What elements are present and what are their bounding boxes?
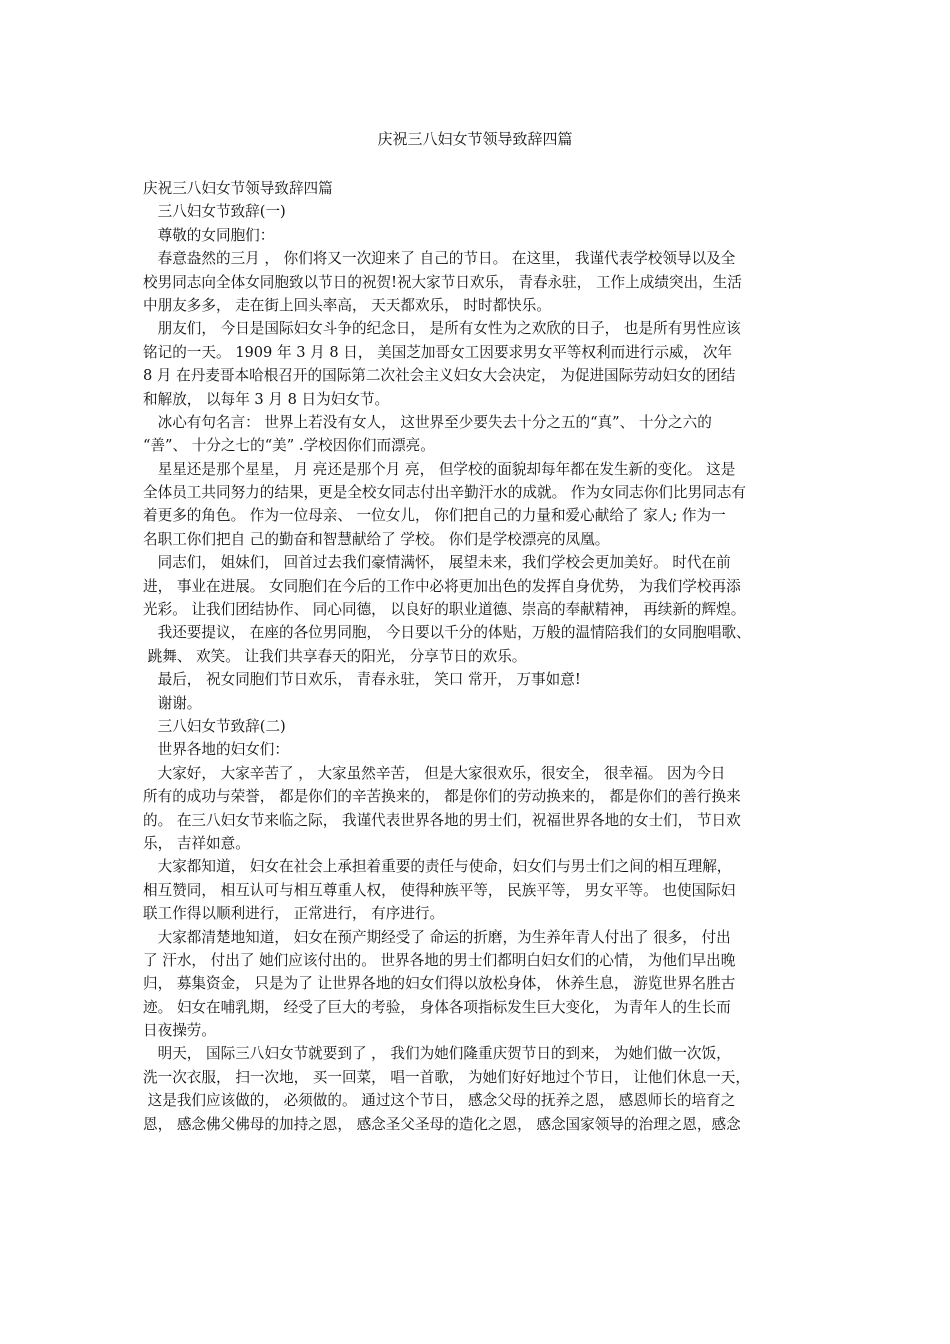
text-line: 日夜操劳。 — [143, 1022, 216, 1040]
text-line: 朋友们， 今日是国际妇女斗争的纪念日， 是所有女性为之欢欣的日子， 也是所有男性应该 — [143, 320, 741, 338]
text-line: 所有的成功与荣誉， 都是你们的辛苦换来的， 都是你们的劳动换来的， 都是你们的善行换来 — [143, 788, 741, 806]
text-line: 迹。 妇女在哺乳期， 经受了巨大的考验， 身体各项指标发生巨大变化， 为青年人的生长而 — [143, 998, 731, 1016]
document-body — [143, 177, 823, 1136]
text-line: 最后， 祝女同胞们节日欢乐， 青春永驻， 笑口 常开， 万事如意! — [143, 671, 581, 689]
text-line: 同志们， 姐妹们， 回首过去我们豪情满怀， 展望未来，我们学校会更加美好。 时代在前 — [143, 554, 731, 572]
text-line: 洗一次衣服， 扫一次地， 买一回菜， 唱一首歌， 为她们好好地过个节日， 让他们休息一天， — [143, 1068, 750, 1086]
text-line: 和解放， 以每年 3 月 8 日为妇女节。 — [143, 390, 390, 408]
text-line: “善”、 十分之七的“美” .学校因你们而漂亮。 — [143, 437, 435, 455]
text-line: 谢谢。 — [143, 694, 202, 712]
text-line: 乐， 吉祥如意。 — [143, 834, 250, 852]
text-line: 校男同志向全体女同胞致以节日的祝贺!祝大家节日欢乐， 青春永驻， 工作上成绩突出，生活 — [143, 273, 742, 291]
text-line: 8 月 在丹麦哥本哈根召开的国际第二次社会主义妇女大会决定， 为促进国际劳动妇女的团结 — [143, 367, 736, 385]
text-line: 归， 募集资金， 只是为了 让世界各地的妇女们得以放松身体， 休养生息， 游览世界名胜古 — [143, 975, 736, 993]
text-line: 这是我们应该做的， 必须做的。 通过这个节日， 感念父母的抚养之恩， 感恩师长的培育之 — [143, 1092, 736, 1110]
text-line: 星星还是那个星星， 月 亮还是那个月 亮， 但学校的面貌却每年都在发生新的变化。 这是 — [143, 460, 736, 478]
text-line: 大家都清楚地知道， 妇女在预产期经受了 命运的折磨，为生养年青人付出了 很多， 付出 — [143, 928, 731, 946]
text-line: 的。 在三八妇女节来临之际， 我谨代表世界各地的男士们，祝福世界各地的女士们， 节日欢 — [143, 811, 741, 829]
text-line: 大家好， 大家辛苦了 ， 大家虽然辛苦， 但是大家很欢乐，很安全， 很幸福。 因为今日 — [143, 764, 726, 782]
text-line: 中朋友多多， 走在街上回头率高， 天天都欢乐， 时时都快乐。 — [143, 296, 551, 314]
text-line: 三八妇女节致辞(二) — [143, 717, 286, 735]
text-line: 世界各地的妇女们： — [143, 741, 289, 759]
text-line: 我还要提议， 在座的各位男同胞， 今日要以千分的体贴，万般的温情陪我们的女同胞唱歌、 — [143, 624, 751, 642]
text-line: 恩， 感念佛父佛母的加持之恩， 感念圣父圣母的造化之恩， 感念国家领导的治理之恩，感念 — [143, 1115, 741, 1133]
text-line: 三八妇女节致辞(一) — [143, 203, 286, 221]
text-line: 跳舞、 欢笑。 让我们共享春天的阳光， 分享节日的欢乐。 — [143, 647, 527, 665]
text-line: 全体员工共同努力的结果，更是全校女同志付出辛勤汗水的成就。 作为女同志你们比男同志有 — [143, 484, 746, 502]
text-line: 明天， 国际三八妇女节就要到了 ， 我们为她们隆重庆贺节日的到来， 为她们做一次饭， — [143, 1045, 731, 1063]
text-line: 联工作得以顺利进行， 正常进行， 有序进行。 — [143, 905, 445, 923]
text-line: 光彩。 让我们团结协作、 同心同德， 以良好的职业道德、崇高的奉献精神， 再续新的辉煌。 — [143, 601, 746, 619]
text-line: 大家都知道， 妇女在社会上承担着重要的责任与使命，妇女们与男士们之间的相互理解， — [143, 858, 732, 876]
text-line: 相互赞同， 相互认可与相互尊重人权， 使得种族平等， 民族平等， 男女平等。 也使国际妇 — [143, 881, 736, 899]
text-line: 着更多的角色。 作为一位母亲、 一位女儿， 你们把自己的力量和爱心献给了 家人; 作为一 — [143, 507, 726, 525]
page-title: 庆祝三八妇女节领导致辞四篇 — [377, 130, 573, 148]
text-line: 庆祝三八妇女节领导致辞四篇 — [143, 180, 333, 197]
text-line: 尊敬的女同胞们： — [143, 226, 275, 244]
text-line: 名职工你们把自 己的勤奋和智慧献给了 学校。 你们是学校漂亮的凤凰。 — [143, 530, 610, 548]
text-line: 进， 事业在进展。 女同胞们在今后的工作中必将更加出色的发挥自身优势， 为我们学校再添 — [143, 577, 741, 595]
text-line: 铭记的一天。 1909 年 3 月 8 日， 美国芝加哥女工因要求男女平等权利而进行示威， 次年 — [143, 343, 733, 361]
text-line: 了 汗水， 付出了 她们应该付出的。 世界各地的男士们都明白妇女们的心情， 为他们早出晚 — [143, 951, 736, 969]
text-line: 冰心有句名言： 世界上若没有女人， 这世界至少要失去十分之五的“真”、 十分之六的 — [143, 413, 712, 431]
text-line: 春意盎然的三月 ， 你们将又一次迎来了 自己的节日。 在这里， 我谨代表学校领导以及全 — [143, 250, 736, 268]
